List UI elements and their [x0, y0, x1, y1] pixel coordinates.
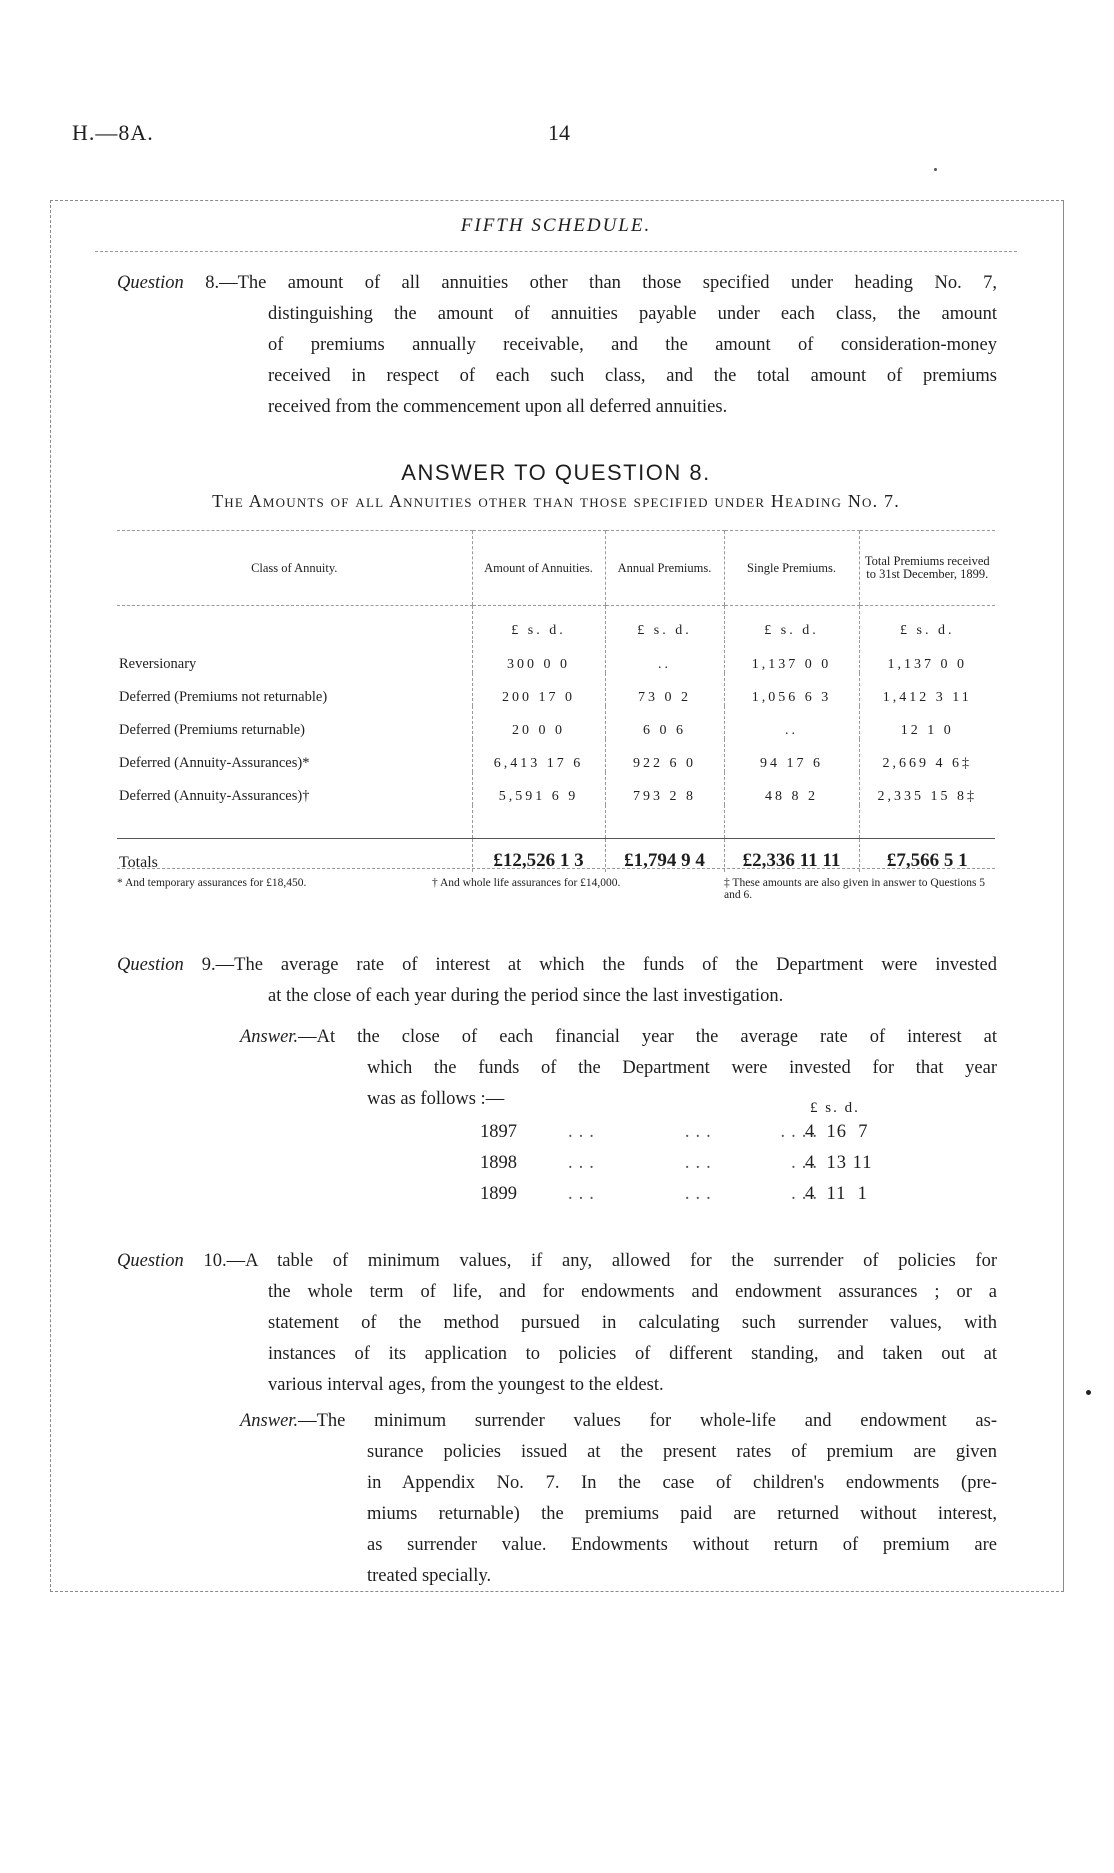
header-single: Single Premiums. [724, 531, 859, 606]
row-class: Deferred (Annuity-Assurances)* [119, 755, 310, 771]
row-single: 1,056 6 3 [724, 673, 859, 706]
leader-dots: ... ... .... [568, 1122, 823, 1142]
question-10-line-3: statement of the method pursued in calculating such surrender values, with [268, 1313, 997, 1333]
question-9-line-2: at the close of each year during the period since the last investigation. [268, 986, 784, 1006]
question-9-line-1 [117, 950, 997, 981]
speck [934, 168, 937, 171]
row-single: 48 8 2 [724, 772, 859, 805]
question-8-line-2: distinguishing the amount of annuities payable under each class, the amount [268, 304, 997, 324]
question-9-label: Question [117, 955, 184, 975]
table-row [117, 706, 995, 739]
row-single: 1,137 0 0 [724, 640, 859, 673]
question-10-line-5: various interval ages, from the youngest to the eldest. [268, 1375, 664, 1395]
page-number: 14 [548, 120, 570, 145]
rate-value: 4 13 11 [805, 1153, 873, 1173]
answer-9-line-1 [240, 1022, 997, 1053]
units-row [117, 606, 995, 640]
leader-dots: ... ... ... [568, 1184, 823, 1204]
row-annual: 793 2 8 [605, 772, 724, 805]
answer-10-line-3: in Appendix No. 7. In the case of children's endowments (pre- [367, 1473, 997, 1493]
question-8-text-1: —The amount of all annuities other than those specified under heading No. 7, [219, 273, 997, 293]
row-amount: 6,413 17 6 [472, 739, 605, 772]
answer-8-subtitle: The Amounts of all Annuities other than those specified under Heading No. 7. [212, 491, 900, 511]
row-annual: 73 0 2 [605, 673, 724, 706]
totals-row [117, 839, 995, 873]
totals-single: £2,336 11 11 [724, 839, 859, 873]
row-class: Deferred (Premiums not returnable) [119, 689, 328, 705]
answer-9-text-1: —At the close of each financial year the average rate of interest at [298, 1027, 997, 1047]
answer-9-label: Answer. [240, 1027, 299, 1047]
row-class: Deferred (Premiums returnable) [119, 722, 306, 738]
row-amount: 20 0 0 [472, 706, 605, 739]
table-row [117, 673, 995, 706]
answer-10 [240, 1406, 997, 1592]
question-10-text-1: —A table of minimum values, if any, allowed for the surrender of policies for [226, 1251, 998, 1271]
rate-year: 1899 [480, 1184, 517, 1204]
question-10 [117, 1246, 997, 1401]
rate-value: 4 16 7 [805, 1122, 869, 1142]
question-8 [117, 268, 997, 423]
table-header-row [117, 531, 995, 606]
question-8-line-5: received from the commencement upon all deferred annuities. [268, 397, 728, 417]
row-annual: 6 0 6 [605, 706, 724, 739]
header-total: Total Premiums received to 31st December, 1899. [859, 531, 995, 606]
row-total: 1,137 0 0 [859, 640, 995, 673]
row-single: .. [724, 706, 859, 739]
rate-year: 1897 [480, 1122, 517, 1142]
answer-9-line-2: which the funds of the Department were invested for that year [367, 1058, 997, 1078]
totals-annual: £1,794 9 4 [605, 839, 724, 873]
question-9 [117, 950, 997, 1012]
schedule-title: FIFTH SCHEDULE. [460, 215, 652, 236]
footnote-2: † And whole life assurances for £14,000. [432, 877, 621, 889]
row-class: Reversionary [119, 656, 197, 672]
question-8-label: Question [117, 273, 184, 293]
header-class: Class of Annuity. [117, 531, 472, 606]
row-annual: 922 6 0 [605, 739, 724, 772]
answer-10-line-5: as surrender value. Endowments without return of premium are [367, 1535, 997, 1555]
row-total: 2,669 4 6‡ [859, 739, 995, 772]
schedule-rule [95, 251, 1017, 252]
margin-dot [1086, 1390, 1091, 1395]
answer-10-label: Answer. [240, 1411, 299, 1431]
answer-9 [240, 1022, 997, 1115]
units-cell: £ s. d. [605, 606, 724, 640]
leader-dots: ... ... ... [568, 1153, 823, 1173]
question-8-line-3: of premiums annually receivable, and the amount of consideration-money [268, 335, 997, 355]
row-class: Deferred (Annuity-Assurances)† [119, 788, 310, 804]
answer-10-line-2: surance policies issued at the present rates of premium are given [367, 1442, 997, 1462]
rate-row-1898 [480, 1153, 900, 1174]
table-row [117, 772, 995, 805]
table-bottom-rule [117, 868, 995, 869]
rate-value: 4 11 1 [805, 1184, 868, 1204]
answer-8-title: ANSWER TO QUESTION 8. [401, 460, 711, 485]
units-cell: £ s. d. [859, 606, 995, 640]
answer-9-line-3: was as follows :— [367, 1089, 505, 1109]
row-total: 2,335 15 8‡ [859, 772, 995, 805]
table-row [117, 739, 995, 772]
answer-10-line-4: miums returnable) the premiums paid are returned without interest, [367, 1504, 997, 1524]
answer-10-line-1 [240, 1406, 997, 1437]
row-total: 12 1 0 [859, 706, 995, 739]
totals-total: £7,566 5 1 [859, 839, 995, 873]
rate-year: 1898 [480, 1153, 517, 1173]
question-9-text-1: —The average rate of interest at which the funds of the Department were invested [215, 955, 997, 975]
table-row [117, 640, 995, 673]
annuities-table [117, 530, 995, 872]
footnote-3: ‡ These amounts are also given in answer to Questions 5 and 6. [724, 877, 986, 901]
question-9-number: 9. [201, 955, 216, 975]
question-8-number: 8. [205, 273, 220, 293]
rate-row-1899 [480, 1184, 900, 1205]
units-cell: £ s. d. [472, 606, 605, 640]
question-10-line-1 [117, 1246, 997, 1277]
question-8-line-1 [117, 268, 997, 299]
question-10-number: 10. [203, 1251, 227, 1271]
question-10-line-2: the whole term of life, and for endowments and endowment assurances ; or a [268, 1282, 997, 1302]
footnote-1: * And temporary assurances for £18,450. [117, 877, 307, 889]
question-8-line-4: received in respect of each such class, and the total amount of premiums [268, 366, 997, 386]
row-total: 1,412 3 11 [859, 673, 995, 706]
totals-amount: £12,526 1 3 [472, 839, 605, 873]
table-row [117, 805, 995, 839]
totals-label: Totals [117, 839, 472, 873]
rates-units: £ s. d. [810, 1100, 860, 1116]
answer-10-line-6: treated specially. [367, 1566, 492, 1586]
answer-10-text-1: —The minimum surrender values for whole-life and endowment as- [298, 1411, 997, 1431]
row-single: 94 17 6 [724, 739, 859, 772]
header-amount: Amount of Annuities. [472, 531, 605, 606]
row-annual: .. [605, 640, 724, 673]
rate-row-1897 [480, 1122, 900, 1143]
question-10-label: Question [117, 1251, 184, 1271]
question-10-line-4: instances of its application to policies of different standing, and taken out at [268, 1344, 997, 1364]
units-cell: £ s. d. [724, 606, 859, 640]
row-amount: 200 17 0 [472, 673, 605, 706]
header-annual: Annual Premiums. [605, 531, 724, 606]
row-amount: 5,591 6 9 [472, 772, 605, 805]
row-amount: 300 0 0 [472, 640, 605, 673]
page-series: H.—8A. [72, 120, 154, 145]
